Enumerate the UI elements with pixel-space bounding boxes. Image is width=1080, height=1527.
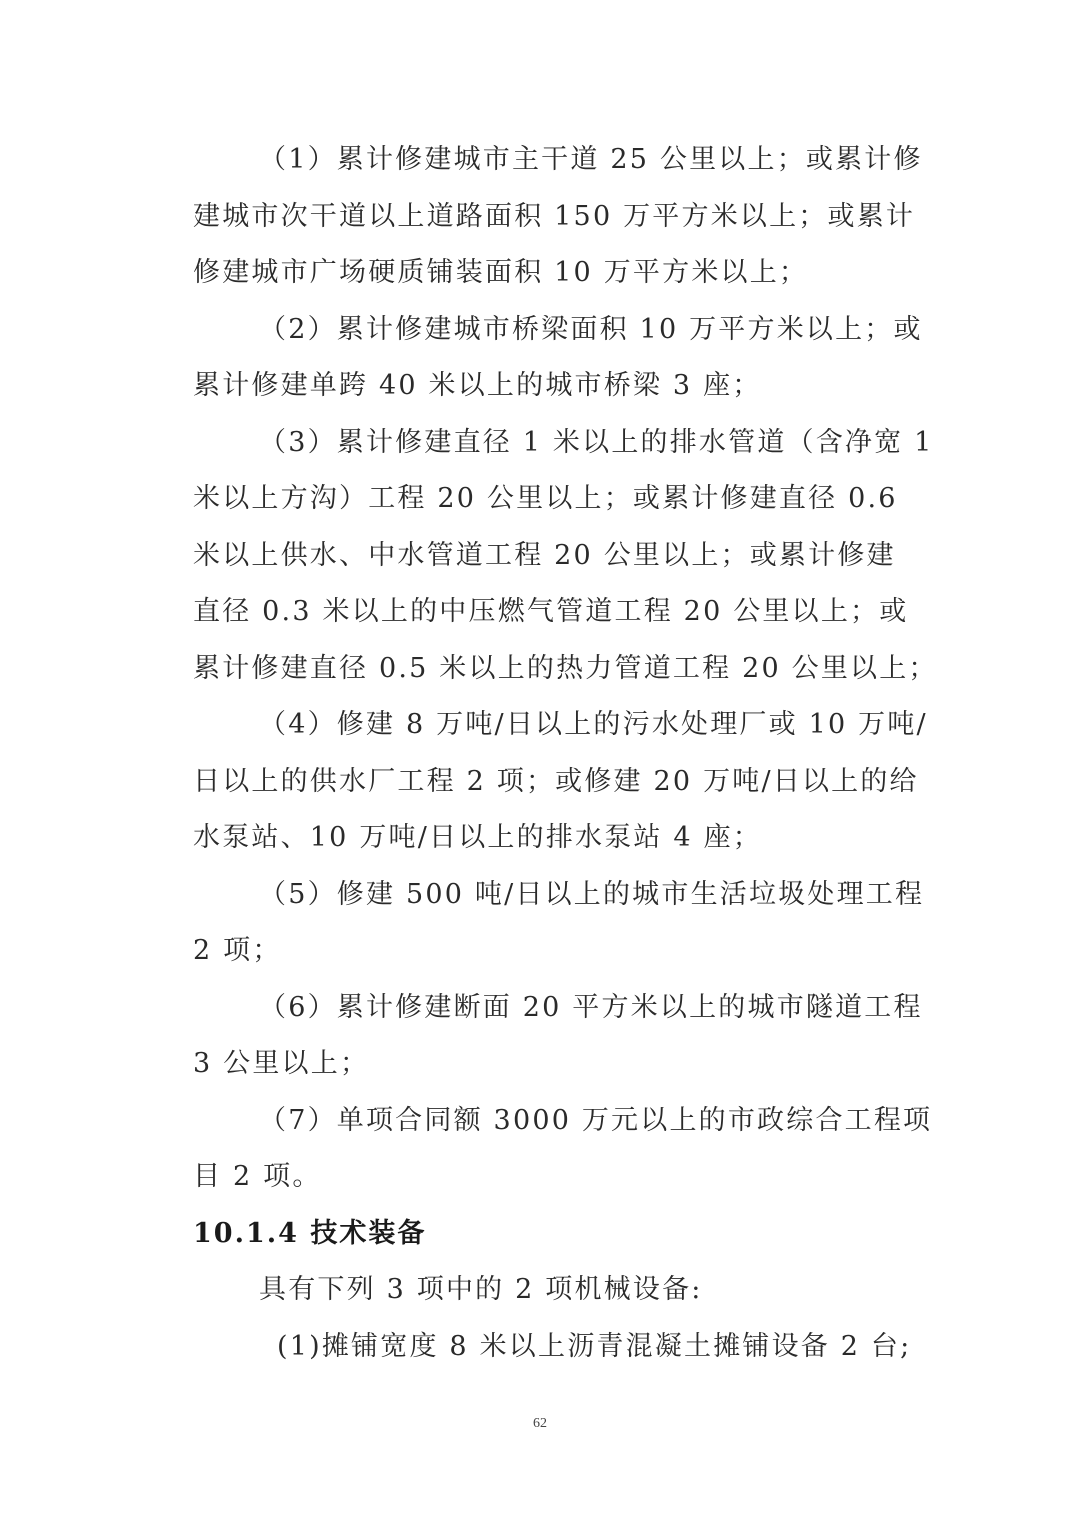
paragraph-line: （4）修建 8 万吨/日以上的污水处理厂或 10 万吨/ [259,709,928,740]
page-number: 62 [533,1416,547,1431]
paragraph-line: 日以上的供水厂工程 2 项；或修建 20 万吨/日以上的给 [193,765,919,797]
paragraph-line: （7）单项合同额 3000 万元以上的市政综合工程项 [259,1104,933,1136]
paragraph-line: （3）累计修建直径 1 米以上的排水管道（含净宽 1 [259,426,934,458]
paragraph-line: 水泵站、10 万吨/日以上的排水泵站 4 座； [193,822,762,853]
paragraph-line: 2 项； [193,935,282,966]
equipment-item: (1)摊铺宽度 8 米以上沥青混凝土摊铺设备 2 台; [277,1330,912,1362]
paragraph-line: 累计修建单跨 40 米以上的城市桥梁 3 座； [193,370,762,401]
paragraph-line: 米以上方沟）工程 20 公里以上；或累计修建直径 0.6 [193,483,898,514]
body-text [193,132,938,1375]
paragraph-line: （2）累计修建城市桥梁面积 10 万平方米以上；或 [259,313,923,345]
paragraph-line: （5）修建 500 吨/日以上的城市生活垃圾处理工程 [259,878,925,910]
paragraph-line: 米以上供水、中水管道工程 20 公里以上；或累计修建 [193,539,896,571]
paragraph-line: 建城市次干道以上道路面积 150 万平方米以上；或累计 [193,200,916,232]
paragraph-line: 修建城市广场硬质铺装面积 10 万平方米以上； [193,257,809,288]
paragraph-line: 直径 0.3 米以上的中压燃气管道工程 20 公里以上；或 [193,596,909,627]
section-heading: 10.1.4 技术装备 [193,1217,427,1249]
paragraph-line: 目 2 项。 [193,1161,322,1192]
section-intro: 具有下列 3 项中的 2 项机械设备: [259,1274,703,1305]
paragraph-line: （1）累计修建城市主干道 25 公里以上；或累计修 [259,144,923,175]
paragraph-line: 3 公里以上； [193,1048,370,1079]
paragraph-line: （6）累计修建断面 20 平方米以上的城市隧道工程 [259,991,923,1023]
paragraph-line: 累计修建直径 0.5 米以上的热力管道工程 20 公里以上； [193,652,938,684]
